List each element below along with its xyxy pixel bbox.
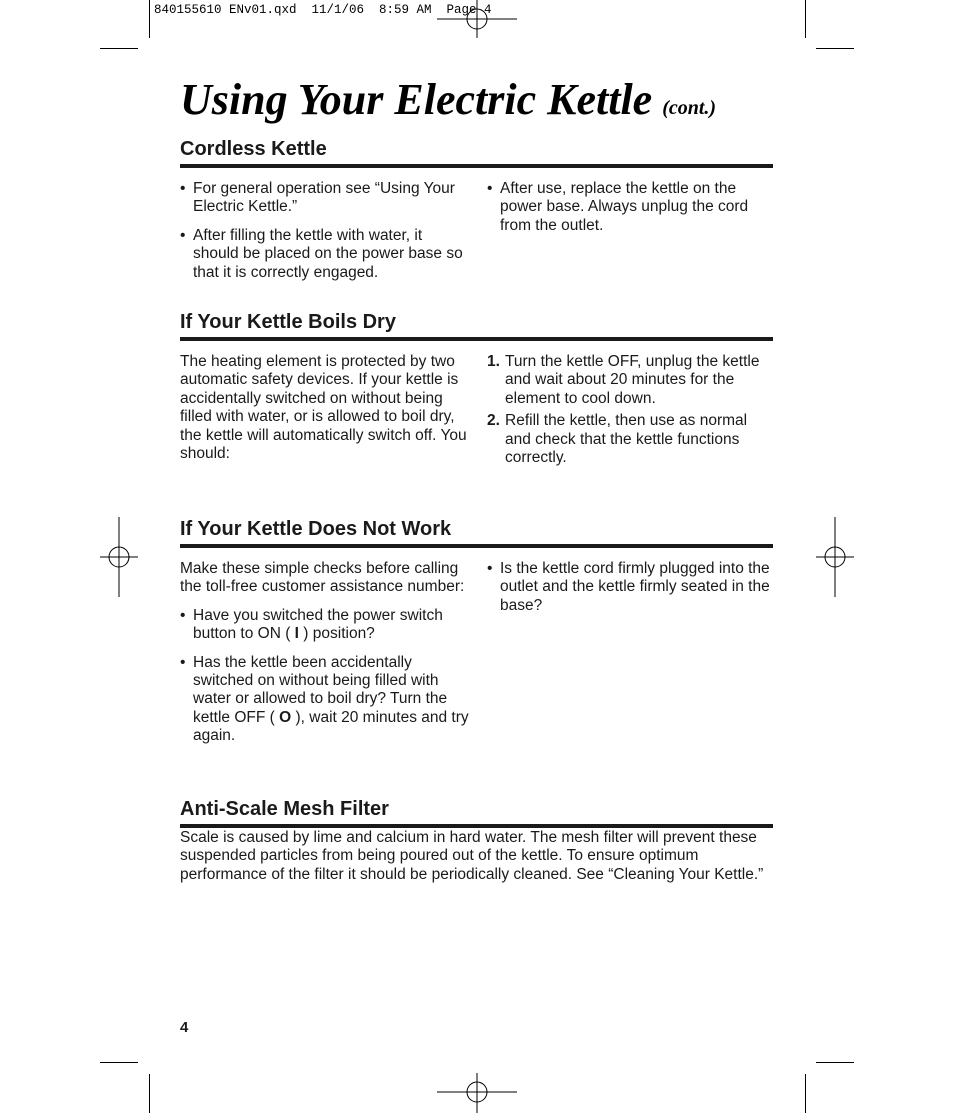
paragraph-filter: Scale is caused by lime and calcium in hard water. The mesh filter will prevent these suspended particles from being poured out of the kettle. To ensure optimum performance of the filter it should be periodically cleaned. See “Cleaning Your Kettle.”	[180, 829, 764, 883]
crop-mark-br-h	[816, 1062, 854, 1063]
bullet-icon: •	[487, 180, 493, 197]
paragraph-intro: Make these simple checks before calling the toll-free customer assistance number:	[180, 560, 465, 596]
crop-mark-bl-v	[149, 1074, 150, 1113]
section-heading: If Your Kettle Boils Dry	[180, 310, 773, 341]
text-run: ) position?	[298, 625, 375, 643]
crop-mark-tr-v	[805, 0, 806, 38]
section-does-not-work	[180, 517, 773, 756]
registration-mark-top-icon	[437, 0, 517, 38]
bullet-item	[180, 607, 470, 644]
section-columns	[180, 353, 773, 473]
bullet-text: After use, replace the kettle on the power base. Always unplug the cord from the outlet.	[500, 180, 749, 234]
power-on-symbol: I	[294, 625, 299, 643]
bullet-icon: •	[180, 606, 186, 624]
bullet-item	[180, 227, 470, 282]
column-right	[487, 560, 773, 756]
registration-mark-right-icon	[816, 517, 854, 597]
section-columns	[180, 560, 773, 756]
bullet-item	[180, 180, 470, 217]
section-heading: If Your Kettle Does Not Work	[180, 517, 773, 548]
step-text: Turn the kettle OFF, unplug the kettle and wait about 20 minutes for the element to cool down.	[505, 353, 760, 407]
bullet-text: For general operation see “Using Your Electric Kettle.”	[193, 180, 455, 216]
bullet-icon: •	[180, 180, 186, 197]
page-number: 4	[180, 1019, 189, 1036]
bullet-text	[193, 607, 470, 644]
numbered-step	[487, 412, 773, 467]
crop-mark-tr-h	[816, 48, 854, 49]
page-title	[180, 72, 716, 136]
column-left	[180, 353, 470, 473]
paragraph-intro: The heating element is protected by two automatic safety devices. If your kettle is accidentally switched on without being filled with water, or is allowed to boil dry, the kettle will automatically switch off. You should:	[180, 353, 467, 463]
bullet-item	[180, 654, 470, 746]
crop-mark-br-v	[805, 1074, 806, 1113]
text-run: Have you switched the power switch button to ON (	[193, 606, 443, 643]
step-number: 1.	[487, 353, 500, 370]
section-columns	[180, 180, 773, 292]
bullet-icon: •	[487, 560, 493, 577]
bullet-text: After filling the kettle with water, it should be placed on the power base so that it is correctly engaged.	[193, 226, 463, 281]
crop-mark-bl-h	[100, 1062, 138, 1063]
section-mesh-filter	[180, 797, 773, 884]
section-heading: Cordless Kettle	[180, 137, 773, 168]
registration-mark-left-icon	[100, 517, 138, 597]
bullet-text: Is the kettle cord firmly plugged into the outlet and the kettle firmly seated in the base?	[500, 560, 770, 614]
bullet-text	[193, 654, 470, 746]
bullet-item	[487, 180, 773, 235]
numbered-step	[487, 353, 773, 408]
bullet-item	[487, 560, 773, 615]
page-title-suffix: (cont.)	[662, 97, 717, 119]
print-slug: 840155610 ENv01.qxd 11/1/06 8:59 AM Page 4	[154, 3, 492, 17]
column-right	[487, 353, 773, 473]
registration-mark-bottom-icon	[437, 1073, 517, 1113]
crop-mark-tl-v	[149, 0, 150, 38]
page-title-main: Using Your Electric Kettle	[180, 75, 653, 124]
column-right	[487, 180, 773, 292]
bullet-icon: •	[180, 226, 186, 244]
text-run: Has the kettle been accidentally switched on without being filled with water or allowed to boil dry? Turn the kettle OFF (	[193, 653, 448, 726]
column-left	[180, 180, 470, 292]
power-off-symbol: O	[279, 708, 292, 726]
crop-mark-tl-h	[100, 48, 138, 49]
section-body	[180, 829, 773, 884]
column-left	[180, 560, 470, 756]
section-heading: Anti-Scale Mesh Filter	[180, 797, 773, 828]
text-run: ), wait 20 minutes and try again.	[193, 708, 469, 745]
bullet-icon: •	[180, 653, 186, 671]
section-boils-dry	[180, 310, 773, 473]
step-text: Refill the kettle, then use as normal and check that the kettle functions correctly.	[505, 412, 748, 467]
section-cordless-kettle	[180, 137, 773, 292]
step-number: 2.	[487, 412, 500, 430]
